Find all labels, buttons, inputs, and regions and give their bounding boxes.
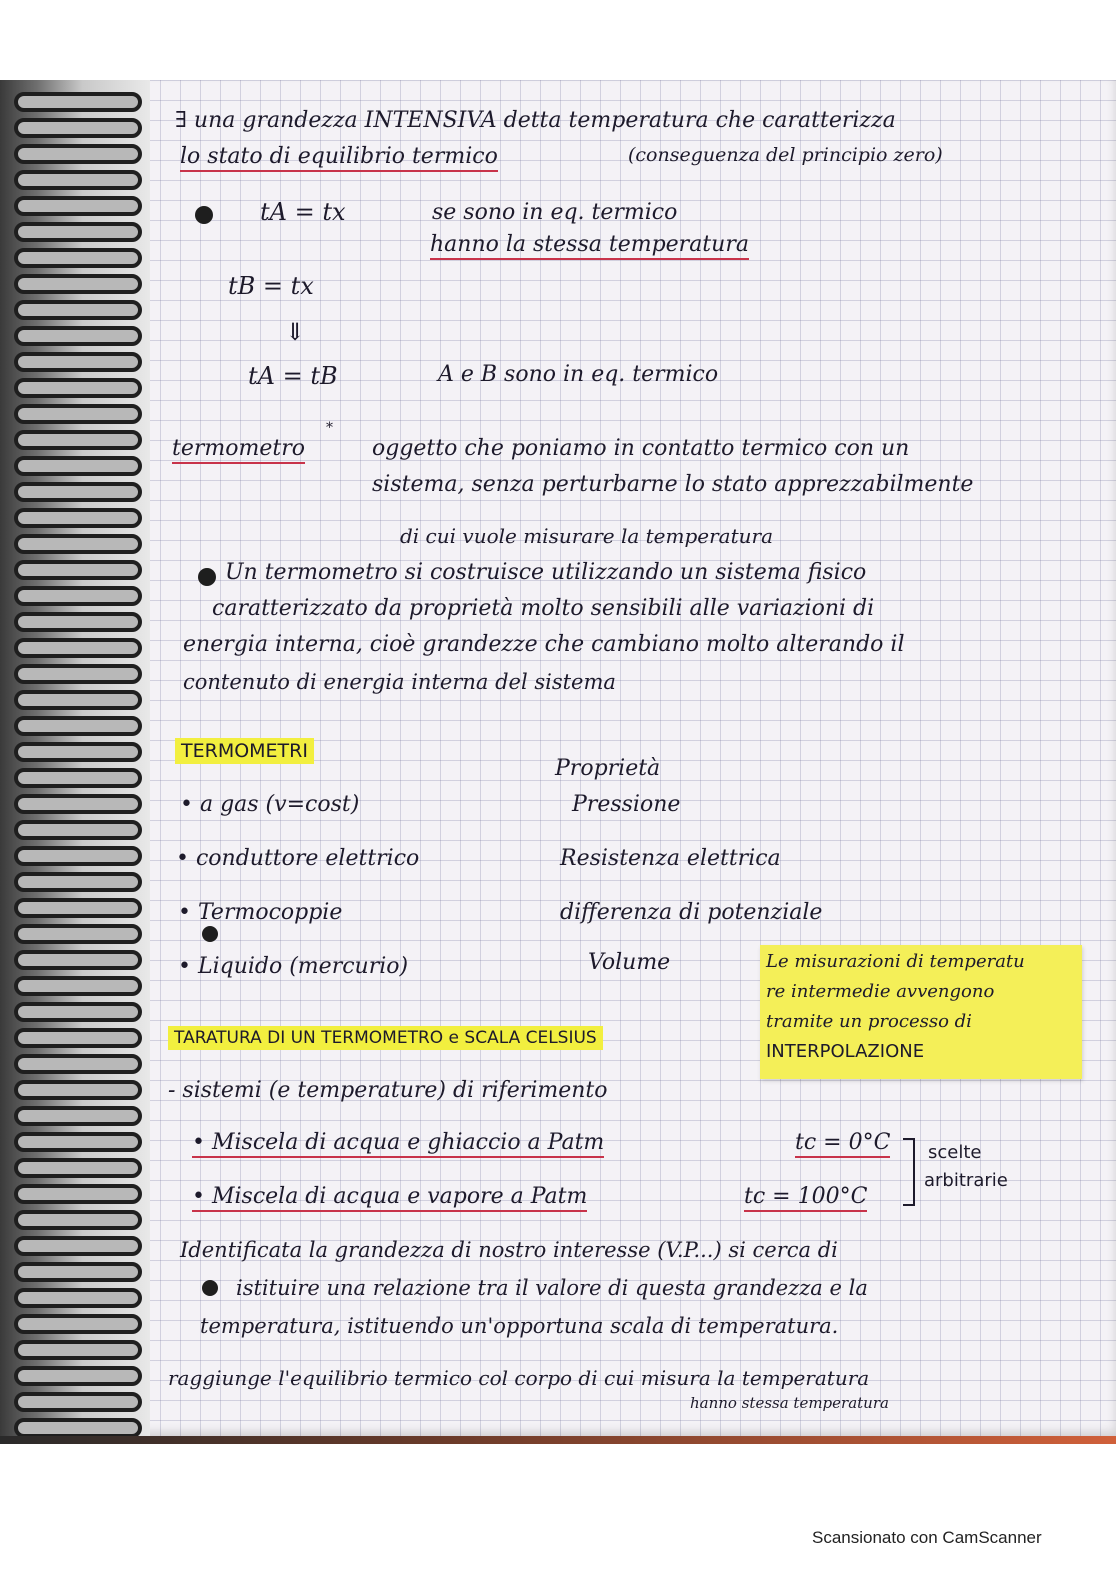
spiral-ring xyxy=(14,92,142,112)
spiral-binding xyxy=(0,80,150,1438)
heading-taratura: TARATURA DI UN TERMOMETRO e SCALA CELSIUS xyxy=(168,1026,603,1050)
row-gas-prop: Pressione xyxy=(572,792,681,817)
line-definition-1: ∃ una grandezza INTENSIVA detta temperatura che caratterizza xyxy=(175,108,896,133)
spiral-ring xyxy=(14,430,142,450)
spiral-ring xyxy=(14,664,142,684)
spiral-ring xyxy=(14,1080,142,1100)
note-line-3: tramite un processo di xyxy=(766,1011,972,1032)
spiral-ring xyxy=(14,1106,142,1126)
row-conduttore-prop: Resistenza elettrica xyxy=(560,846,781,871)
implies-arrow: ⇓ xyxy=(285,318,306,346)
spiral-ring xyxy=(14,924,142,944)
row-liquido: • Liquido (mercurio) xyxy=(178,954,409,979)
spiral-ring xyxy=(14,820,142,840)
row-termocoppie-prop: differenza di potenziale xyxy=(560,900,823,925)
line-identificata-3: temperatura, istituendo un'opportuna scala di temperatura. xyxy=(200,1314,839,1338)
spiral-ring xyxy=(14,352,142,372)
spiral-ring xyxy=(14,1366,142,1386)
brace-mark xyxy=(903,1138,915,1206)
line-footnote-2: hanno stessa temperatura xyxy=(690,1394,889,1412)
line-definition-2: lo stato di equilibrio termico xyxy=(180,144,498,172)
eq-ta-tb: tA = tB xyxy=(248,362,338,390)
sticky-note xyxy=(760,945,1082,1079)
line-costruisce-3: energia interna, cioè grandezze che cambiano molto alterando il xyxy=(183,632,905,657)
spiral-ring xyxy=(14,1392,142,1412)
spiral-ring xyxy=(14,768,142,788)
spiral-ring xyxy=(14,274,142,294)
row-gas: • a gas (v=cost) xyxy=(180,792,360,817)
spiral-ring xyxy=(14,378,142,398)
spiral-ring xyxy=(14,976,142,996)
line-stessa-temperatura: hanno la stessa temperatura xyxy=(430,232,749,260)
row-conduttore: • conduttore elettrico xyxy=(176,846,420,871)
spiral-ring xyxy=(14,144,142,164)
line-termometro-1: oggetto che poniamo in contatto termico con un xyxy=(372,436,910,461)
row-liquido-prop: Volume xyxy=(588,950,671,975)
spiral-ring xyxy=(14,690,142,710)
label-scelte: scelte xyxy=(928,1142,982,1163)
value-zero-c: tc = 0°C xyxy=(795,1130,890,1158)
spiral-ring xyxy=(14,1340,142,1360)
bullet-dot xyxy=(202,926,218,942)
spiral-ring xyxy=(14,222,142,242)
note-line-2: re intermedie avvengono xyxy=(766,981,995,1002)
line-footnote-1: raggiunge l'equilibrio termico col corpo di cui misura la temperatura xyxy=(168,1366,870,1390)
spiral-ring xyxy=(14,170,142,190)
spiral-ring xyxy=(14,872,142,892)
spiral-ring xyxy=(14,326,142,346)
line-sistemi-riferimento: - sistemi (e temperature) di riferimento xyxy=(168,1078,608,1103)
eq-tb-tx: tB = tx xyxy=(228,272,314,300)
line-ab-eq-termico: A e B sono in eq. termico xyxy=(438,362,719,387)
spiral-ring xyxy=(14,196,142,216)
spiral-ring xyxy=(14,300,142,320)
label-arbitrarie: arbitrarie xyxy=(924,1170,1008,1191)
spiral-ring xyxy=(14,482,142,502)
spiral-ring xyxy=(14,612,142,632)
line-costruisce-2: caratterizzato da proprietà molto sensibili alle variazioni di xyxy=(212,596,875,621)
spiral-ring xyxy=(14,1158,142,1178)
spiral-ring xyxy=(14,1262,142,1282)
spiral-ring xyxy=(14,1210,142,1230)
spiral-ring xyxy=(14,248,142,268)
spiral-ring xyxy=(14,1288,142,1308)
line-identificata-2: istituire una relazione tra il valore di questa grandezza e la xyxy=(236,1276,868,1300)
spiral-ring xyxy=(14,1184,142,1204)
line-termometro-2: sistema, senza perturbarne lo stato apprezzabilmente xyxy=(372,472,974,497)
spiral-ring xyxy=(14,1132,142,1152)
spiral-ring xyxy=(14,456,142,476)
note-line-1: Le misurazioni di temperatu xyxy=(766,951,1025,972)
eq-ta-tx: tA = tx xyxy=(260,198,346,226)
value-hundred-c: tc = 100°C xyxy=(744,1184,867,1212)
spiral-ring xyxy=(14,846,142,866)
col-proprieta: Proprietà xyxy=(555,756,661,781)
spiral-ring xyxy=(14,586,142,606)
spiral-ring xyxy=(14,898,142,918)
spiral-ring xyxy=(14,1028,142,1048)
asterisk-mark: * xyxy=(326,420,333,436)
line-definition-3: (conseguenza del principio zero) xyxy=(628,144,943,166)
spiral-ring xyxy=(14,1418,142,1438)
line-identificata-1: Identificata la grandezza di nostro interesse (V.P...) si cerca di xyxy=(180,1238,838,1262)
spiral-ring xyxy=(14,1054,142,1074)
bullet-dot xyxy=(198,568,216,586)
scanner-watermark: Scansionato con CamScanner xyxy=(812,1528,1042,1547)
line-eq-termico: se sono in eq. termico xyxy=(432,200,678,225)
spiral-ring xyxy=(14,742,142,762)
spiral-ring xyxy=(14,534,142,554)
spiral-ring xyxy=(14,794,142,814)
spiral-ring xyxy=(14,560,142,580)
spiral-ring xyxy=(14,508,142,528)
spiral-ring xyxy=(14,638,142,658)
row-termocoppie: • Termocoppie xyxy=(178,900,343,925)
line-termometro-3: di cui vuole misurare la temperatura xyxy=(400,524,773,548)
spiral-ring xyxy=(14,118,142,138)
page-bottom-edge xyxy=(0,1436,1116,1444)
termometro-label: termometro xyxy=(172,436,305,464)
bullet-dot xyxy=(195,206,213,224)
spiral-ring xyxy=(14,1002,142,1022)
line-miscela-ghiaccio: • Miscela di acqua e ghiaccio a Patm xyxy=(192,1130,604,1158)
line-costruisce-4: contenuto di energia interna del sistema xyxy=(183,670,616,694)
line-costruisce-1: Un termometro si costruisce utilizzando un sistema fisico xyxy=(225,560,867,585)
spiral-ring xyxy=(14,716,142,736)
notebook-page xyxy=(0,80,1116,1438)
spiral-ring xyxy=(14,1314,142,1334)
note-line-4: INTERPOLAZIONE xyxy=(766,1041,925,1062)
spiral-ring xyxy=(14,1236,142,1256)
heading-termometri: TERMOMETRI xyxy=(175,738,314,764)
bullet-dot xyxy=(202,1280,218,1296)
line-miscela-vapore: • Miscela di acqua e vapore a Patm xyxy=(192,1184,587,1212)
spiral-ring xyxy=(14,404,142,424)
spiral-ring xyxy=(14,950,142,970)
